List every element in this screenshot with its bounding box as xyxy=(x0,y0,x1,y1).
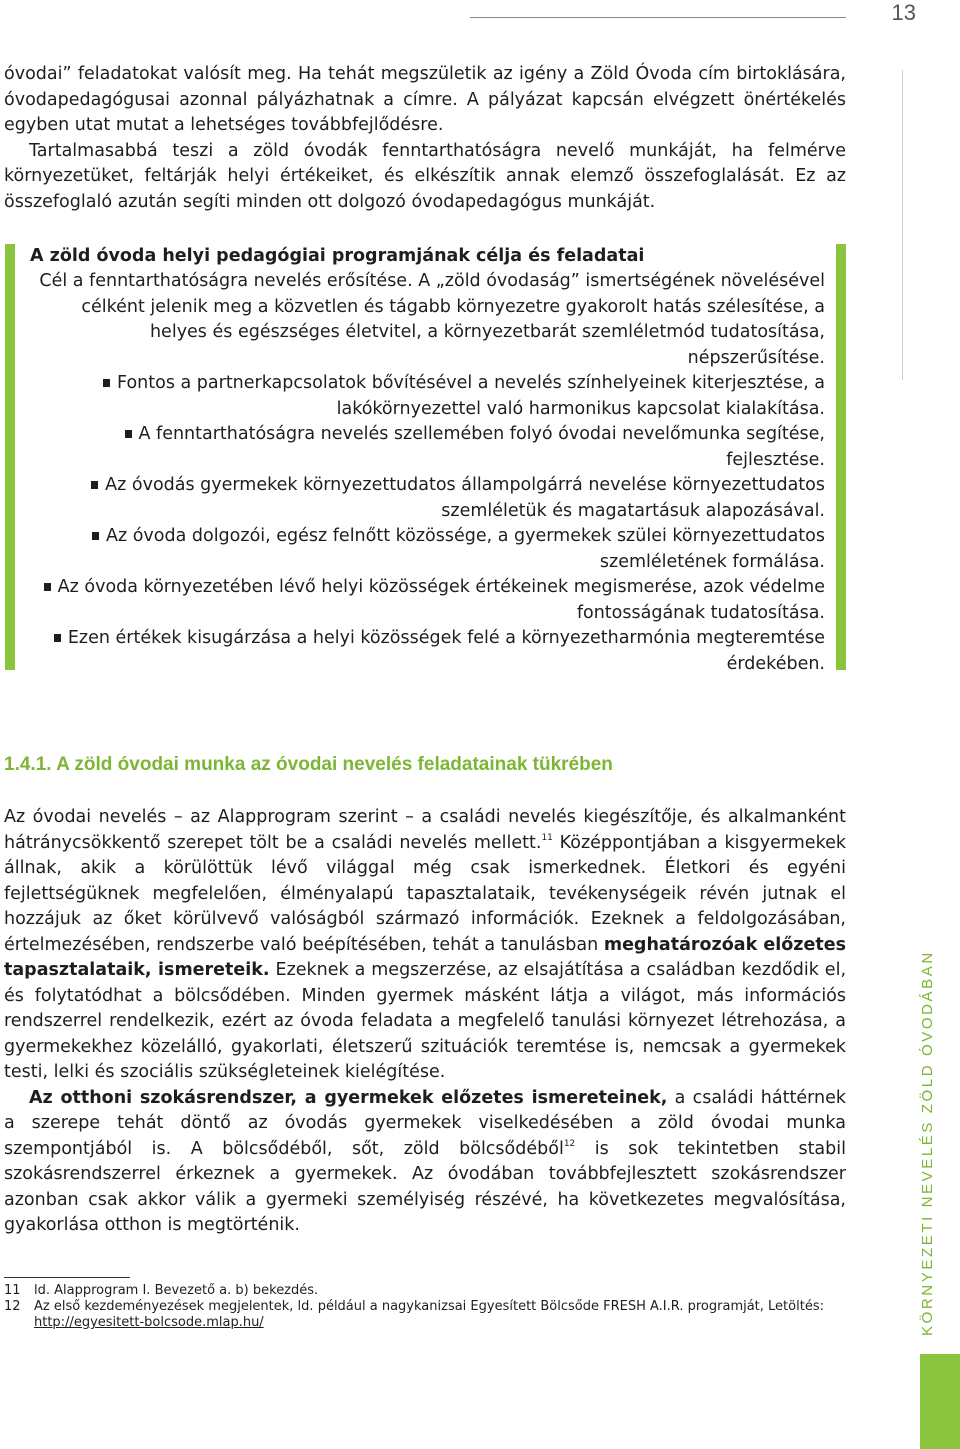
footnote-text: ld. Alapprogram I. Bevezető a. b) bekezdés. xyxy=(34,1283,319,1298)
body-paragraph xyxy=(4,805,846,1086)
box-intro: Cél a fenntarthatóságra nevelés erősítése. A „zöld óvodaság” ismertségének növelésével célként jelenik meg a közvetlen és tágabb környezetre gyakorolt hatás szélesítése, a helyes és egészséges életvitel, a környezetbarát szemléletmód tudatosítása, népszerűsítése. xyxy=(39,271,825,368)
box-bullet-text: A fenntarthatóságra nevelés szellemében folyó óvodai nevelőmunka segítése, fejlesztése. xyxy=(138,424,825,470)
box-bullet-text: Ezen értékek kisugárzása a helyi közösségek felé a környezetharmónia megteremtése érdekében. xyxy=(67,628,825,674)
box-accent-bar-right xyxy=(836,244,846,670)
box-bullet-item xyxy=(30,524,825,575)
section-heading: 1.4.1. A zöld óvodai munka az óvodai nevelés feladatainak tükrében xyxy=(4,754,613,775)
footnote-text-wrap xyxy=(34,1299,846,1331)
intro-paragraph: óvodai” feladatokat valósít meg. Ha tehát megszületik az igény a Zöld Óvoda cím birtoklására, óvodapedagógusai azonnal pályázhatnak a címre. A pályázat kapcsán elvégzett önértékelés egyben utat mutat a lehetséges továbbfejlődésre. xyxy=(4,64,846,135)
body-paragraph xyxy=(4,1086,846,1239)
box-body xyxy=(30,269,825,677)
intro-paragraph: Tartalmasabbá teszi a zöld óvodák fenntarthatóságra nevelő munkáját, ha felmérve környezetüket, feltárják helyi értékeiket, és elkészítik annak elemző összefoglalását. Ez az összefoglaló azután segíti minden ott dolgozó óvodapedagógus munkáját. xyxy=(4,140,846,212)
box-bullet-text: Fontos a partnerkapcsolatok bővítésével a nevelés színhelyeinek kiterjesztése, a lakókörnyezettel való harmonikus kapcsolat kialakítása. xyxy=(117,373,825,419)
footnote-rule xyxy=(4,1277,130,1278)
box-accent-bar-left xyxy=(5,244,15,670)
text-run: Középpontjában a kisgyermekek állnak, akik a körülöttük lévő világgal még csak ismerkednek. Életkori és egyéni fejlettségüknek megfelelően, élményalapú tapasztalataik, tevékenységeik révén jutnak el hozzájuk az őket körülvevő valóságból származó információk. Ezeknek a feldolgozásában, értelmezésében, rendszerbe való beépítésében, tehát a tanulásban xyxy=(4,832,846,955)
text-run: Az óvodai nevelés – az Alapprogram szerint – a családi nevelés kiegészítője, és alkalmanként hátránycsökkentő szerepet tölt be a családi nevelés mellett. xyxy=(4,807,846,853)
box-bullet-item xyxy=(30,473,825,524)
text-run: a családi háttérnek a szerepe tehát döntő az óvodás gyermekek viselkedésében a zöld óvodai munka szempontjából is. A bölcsődéből, sőt, zöld bölcsődéből xyxy=(4,1087,846,1159)
margin-rule xyxy=(902,70,903,380)
square-bullet-icon xyxy=(44,583,51,591)
header-rule xyxy=(470,17,846,18)
footnote-ref-11[interactable]: 11 xyxy=(541,832,553,843)
square-bullet-icon xyxy=(91,481,98,489)
box-title: A zöld óvoda helyi pedagógiai programjának célja és feladatai xyxy=(30,246,645,266)
side-chapter-title: KÖRNYEZETI NEVELÉS ZÖLD ÓVODÁBAN xyxy=(919,950,936,1336)
box-bullet-item xyxy=(30,422,825,473)
square-bullet-icon xyxy=(92,532,99,540)
box-bullet-item xyxy=(30,371,825,422)
footnote-number: 12 xyxy=(4,1299,21,1314)
program-goals-box xyxy=(5,244,846,674)
square-bullet-icon xyxy=(54,634,61,642)
intro-text xyxy=(4,62,846,215)
footnotes xyxy=(4,1283,846,1331)
footnote-ref-12[interactable]: 12 xyxy=(563,1138,576,1149)
chapter-tab xyxy=(920,1354,960,1449)
box-bullet-text: Az óvodás gyermekek környezettudatos állampolgárrá nevelése környezettudatos szemléletük és magatartásuk alapozásával. xyxy=(105,475,825,521)
emphasis-text: meghatározóak előzetes tapasztalataik, ismereteik. xyxy=(4,934,846,980)
footnote-text: Az első kezdeményezések megjelentek, ld. például a nagykanizsai Egyesített Bölcsőde FRESH A.I.R. programját, Letöltés: xyxy=(34,1299,824,1314)
footnote xyxy=(4,1299,846,1331)
box-bullet-text: Az óvoda környezetében lévő helyi közösségek értékeinek megismerése, azok védelme fontosságának tudatosítása. xyxy=(57,577,825,623)
footnote-number: 11 xyxy=(4,1283,21,1298)
download-link[interactable]: http://egyesitett-bolcsode.mlap.hu/ xyxy=(34,1315,264,1330)
footnote xyxy=(4,1283,846,1299)
page-number: 13 xyxy=(891,0,916,25)
box-bullet-item xyxy=(30,626,825,677)
box-bullet-text: Az óvoda dolgozói, egész felnőtt közössége, a gyermekek szülei környezettudatos szemléletének formálása. xyxy=(106,526,825,572)
square-bullet-icon xyxy=(125,430,132,438)
text-run: Ezeknek a megszerzése, az elsajátítása a családban kezdődik el, és folytatódhat a bölcsődében. Minden gyermek másként látja a világot, más információs rendszerrel rendelkezik, ezért az óvoda feladata a megfelelő tanulási környezet létrehozása, a gyermekekhez közelálló, gyakorlati, életszerű szituációk teremtése is, nemcsak a gyermekek testi, lelki és szociális szükségleteinek kielégítése. xyxy=(4,960,847,1082)
box-bullet-item xyxy=(30,575,825,626)
square-bullet-icon xyxy=(103,379,110,387)
text-run: is sok tekintetben stabil szokásrendszerrel érkeznek a gyermekek. Az óvodában továbbfejlesztett szokásrendszer azonban csak akkor válik a gyermeki személyiség részévé, ha következetes megvalósítása, gyakorlása otthon is megtörténik. xyxy=(4,1138,846,1235)
main-text xyxy=(4,805,846,1239)
emphasis-text: Az otthoni szokásrendszer, a gyermekek előzetes ismereteinek, xyxy=(29,1087,668,1108)
